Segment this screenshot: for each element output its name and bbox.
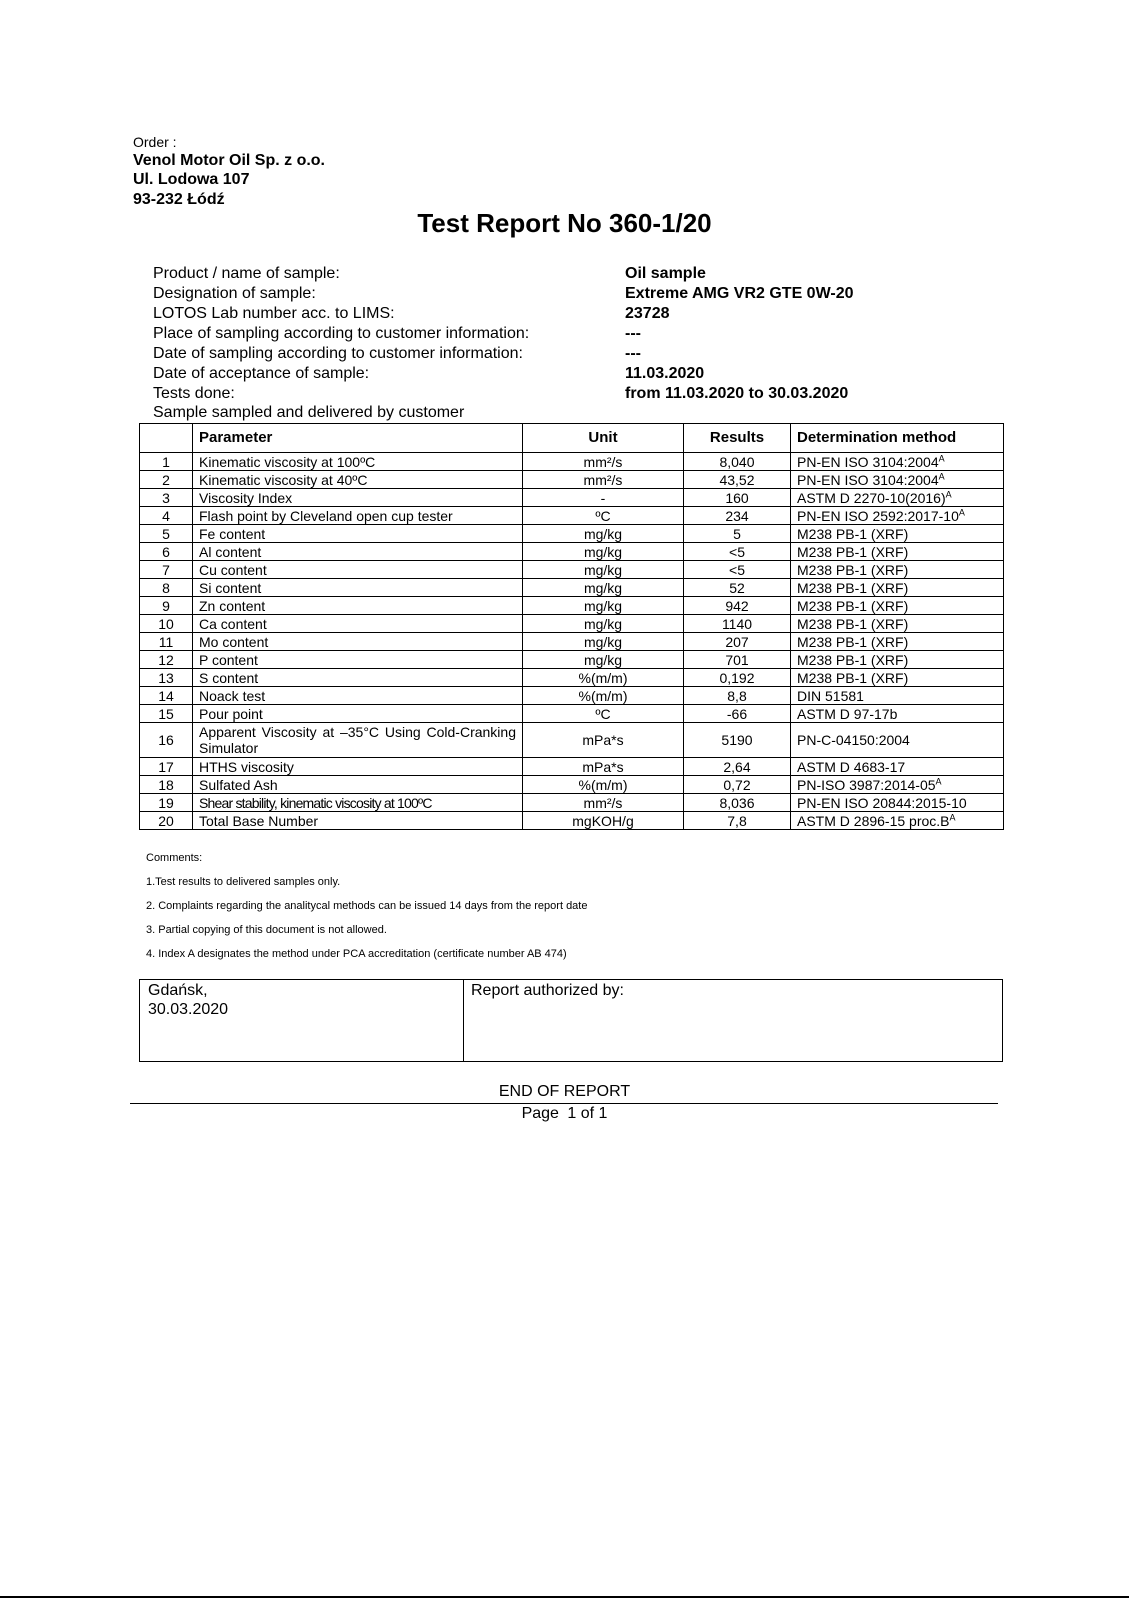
row-result-text: 942 (725, 597, 749, 614)
row-number (140, 525, 193, 543)
info-row-product (153, 265, 1013, 285)
header-unit: Unit (523, 424, 684, 453)
row-number-text: 2 (162, 471, 170, 488)
report-title (0, 208, 1129, 239)
table-row (140, 812, 1004, 830)
row-number (140, 758, 193, 776)
row-number (140, 615, 193, 633)
row-number (140, 507, 193, 525)
row-unit-text: mg/kg (583, 633, 623, 650)
row-parameter-text: P content (199, 651, 258, 668)
row-unit (523, 633, 684, 651)
row-method (791, 687, 1004, 705)
info-value: --- (625, 345, 641, 362)
header-method: Determination method (791, 424, 1004, 453)
row-number (140, 453, 193, 471)
page-number (0, 1105, 1129, 1123)
row-parameter-text: Sulfated Ash (199, 776, 278, 793)
row-parameter (193, 723, 523, 758)
row-method (791, 471, 1004, 489)
accreditation-mark: A (938, 452, 945, 463)
row-number (140, 687, 193, 705)
table-row (140, 579, 1004, 597)
row-parameter-text: Apparent Viscosity at –35°C Using Cold-Cranking Simulator (199, 724, 516, 756)
row-unit (523, 489, 684, 507)
row-method-text: PN-EN ISO 2592:2017-10 (797, 507, 959, 524)
row-result (684, 471, 791, 489)
table-row (140, 525, 1004, 543)
info-value: Extreme AMG VR2 GTE 0W-20 (625, 285, 854, 302)
row-result-text: 8,040 (719, 453, 755, 470)
row-method (791, 489, 1004, 507)
header-parameter: Parameter (193, 424, 523, 453)
info-value: 11.03.2020 (625, 365, 705, 382)
row-number (140, 812, 193, 830)
row-method (791, 525, 1004, 543)
row-number (140, 579, 193, 597)
row-number (140, 651, 193, 669)
row-method-text: PN-EN ISO 3104:2004 (797, 471, 939, 488)
row-number-text: 14 (158, 687, 174, 704)
row-result-text: 160 (725, 489, 749, 506)
header-number (140, 424, 193, 453)
row-result-text: 7,8 (727, 812, 747, 829)
row-unit-text: mm²/s (583, 471, 623, 488)
row-parameter-text: Shear stability, kinematic viscosity at 100ºC (199, 794, 432, 811)
row-unit (523, 794, 684, 812)
row-result (684, 776, 791, 794)
page-label: Page (521, 1105, 559, 1122)
row-parameter (193, 651, 523, 669)
table-row (140, 633, 1004, 651)
row-number (140, 705, 193, 723)
row-method-text: M238 PB-1 (XRF) (797, 579, 909, 596)
row-number-text: 10 (158, 615, 174, 632)
row-parameter-text: Ca content (199, 615, 267, 632)
header-results: Results (684, 424, 791, 453)
row-result (684, 543, 791, 561)
row-result (684, 651, 791, 669)
table-row (140, 758, 1004, 776)
signature-box (139, 979, 1003, 1062)
row-number (140, 633, 193, 651)
row-number-text: 4 (162, 507, 170, 524)
row-method-text: PN-C-04150:2004 (797, 732, 910, 748)
row-method-text: ASTM D 97-17b (797, 705, 898, 722)
row-parameter (193, 758, 523, 776)
row-number (140, 776, 193, 794)
row-method (791, 651, 1004, 669)
row-method-text: M238 PB-1 (XRF) (797, 561, 909, 578)
row-result-text: 207 (725, 633, 749, 650)
row-result (684, 579, 791, 597)
row-method (791, 507, 1004, 525)
signature-date: 30.03.2020 (148, 1001, 229, 1018)
row-number-text: 19 (158, 794, 174, 811)
info-label: Product / name of sample: (153, 265, 340, 282)
row-result-text: 234 (725, 507, 749, 524)
row-parameter-text: S content (199, 669, 259, 686)
row-unit (523, 561, 684, 579)
order-label: Order : (133, 134, 177, 150)
row-parameter (193, 579, 523, 597)
customer-name: Venol Motor Oil Sp. z o.o. (133, 152, 325, 169)
results-body (140, 453, 1004, 830)
table-row (140, 489, 1004, 507)
row-method (791, 453, 1004, 471)
row-unit (523, 507, 684, 525)
row-method-text: PN-EN ISO 20844:2015-10 (797, 794, 967, 811)
row-unit-text: mg/kg (583, 597, 623, 614)
row-unit (523, 723, 684, 758)
row-result (684, 812, 791, 830)
comments-title: Comments: (146, 852, 203, 864)
info-value: from 11.03.2020 to 30.03.2020 (625, 385, 849, 402)
row-number-text: 6 (162, 543, 170, 560)
row-parameter (193, 543, 523, 561)
info-row-date-of-sampling (153, 345, 1013, 365)
accreditation-mark: A (938, 470, 945, 481)
customer-street: Ul. Lodowa 107 (133, 171, 250, 188)
row-unit-text: mm²/s (583, 794, 623, 811)
row-number-text: 3 (162, 489, 170, 506)
row-unit-text: mgKOH/g (572, 812, 634, 829)
row-result-text: 0,192 (719, 669, 755, 686)
row-unit (523, 669, 684, 687)
row-method-text: M238 PB-1 (XRF) (797, 633, 909, 650)
signature-place: Gdańsk, (148, 982, 208, 999)
row-parameter (193, 776, 523, 794)
table-row (140, 453, 1004, 471)
comment-item: 4. Index A designates the method under PCA accreditation (certificate number AB 474) (146, 948, 567, 960)
accreditation-mark: A (958, 506, 965, 517)
row-unit (523, 525, 684, 543)
row-number (140, 794, 193, 812)
row-unit (523, 776, 684, 794)
info-row-place-of-sampling (153, 325, 1013, 345)
accreditation-mark: A (945, 488, 952, 499)
row-number-text: 18 (158, 776, 174, 793)
row-result-text: <5 (729, 561, 745, 578)
row-result-text: 701 (725, 651, 749, 668)
info-row-designation (153, 285, 1013, 305)
row-result-text: 0,72 (723, 776, 751, 793)
row-parameter-text: Pour point (199, 705, 263, 722)
row-parameter (193, 453, 523, 471)
row-unit (523, 471, 684, 489)
table-header-row (140, 424, 1004, 453)
row-parameter-text: HTHS viscosity (199, 758, 294, 775)
row-parameter-text: Total Base Number (199, 812, 319, 829)
table-row (140, 651, 1004, 669)
row-result (684, 453, 791, 471)
row-parameter (193, 633, 523, 651)
accreditation-mark: A (935, 775, 942, 786)
row-parameter (193, 597, 523, 615)
row-number (140, 471, 193, 489)
row-parameter (193, 687, 523, 705)
row-parameter-text: Fe content (199, 525, 266, 542)
table-row (140, 687, 1004, 705)
row-unit (523, 615, 684, 633)
accreditation-mark: A (949, 811, 956, 822)
row-method (791, 669, 1004, 687)
row-result-text: 8,036 (719, 794, 755, 811)
row-parameter (193, 489, 523, 507)
signature-place-date-cell (140, 980, 464, 1061)
customer-city: 93-232 Łódź (133, 191, 225, 208)
delivered-note: Sample sampled and delivered by customer (153, 404, 465, 421)
info-label: Tests done: (153, 385, 235, 402)
row-number (140, 723, 193, 758)
row-number-text: 5 (162, 525, 170, 542)
row-number-text: 20 (158, 812, 174, 829)
row-parameter-text: Kinematic viscosity at 100ºC (199, 453, 376, 470)
row-unit (523, 651, 684, 669)
comment-item: 2. Complaints regarding the analitycal methods can be issued 14 days from the report date (146, 900, 588, 912)
row-result (684, 615, 791, 633)
row-parameter (193, 471, 523, 489)
info-row-date-of-acceptance (153, 365, 1013, 385)
row-method-text: PN-ISO 3987:2014-05 (797, 776, 936, 793)
page-value: 1 of 1 (567, 1105, 608, 1122)
row-method (791, 776, 1004, 794)
info-value: 23728 (625, 305, 670, 322)
info-label: Place of sampling according to customer information: (153, 325, 530, 342)
row-number-text: 15 (158, 705, 174, 722)
page-bottom-edge (0, 1596, 1129, 1598)
row-unit (523, 758, 684, 776)
row-number-text: 11 (158, 633, 174, 650)
row-parameter (193, 561, 523, 579)
row-parameter (193, 794, 523, 812)
row-parameter (193, 669, 523, 687)
row-result-text: 1140 (721, 615, 753, 632)
row-result-text: 52 (729, 579, 745, 596)
row-method-text: ASTM D 2270-10(2016) (797, 489, 946, 506)
table-row (140, 615, 1004, 633)
row-number-text: 13 (158, 669, 174, 686)
row-method-text: ASTM D 4683-17 (797, 758, 906, 775)
row-unit (523, 705, 684, 723)
table-row (140, 794, 1004, 812)
row-method-text: M238 PB-1 (XRF) (797, 669, 909, 686)
row-method-text: ASTM D 2896-15 proc.B (797, 812, 950, 829)
row-result (684, 687, 791, 705)
row-method-text: M238 PB-1 (XRF) (797, 525, 909, 542)
row-result (684, 723, 791, 758)
row-parameter (193, 507, 523, 525)
row-method (791, 758, 1004, 776)
info-label: Date of sampling according to customer information: (153, 345, 523, 362)
results-table (139, 423, 1004, 830)
row-result (684, 507, 791, 525)
row-method-text: DIN 51581 (797, 687, 864, 704)
info-label: LOTOS Lab number acc. to LIMS: (153, 305, 395, 322)
row-parameter-text: Flash point by Cleveland open cup tester (199, 507, 453, 524)
authorized-by-label: Report authorized by: (471, 982, 624, 999)
row-number-text: 16 (158, 732, 174, 748)
info-value: --- (625, 325, 641, 342)
row-number (140, 489, 193, 507)
row-method (791, 561, 1004, 579)
row-number (140, 543, 193, 561)
row-result (684, 525, 791, 543)
table-row (140, 561, 1004, 579)
table-row (140, 507, 1004, 525)
table-row (140, 669, 1004, 687)
table-row (140, 705, 1004, 723)
row-unit-text: %(m/m) (578, 669, 628, 686)
info-row-tests-done (153, 385, 1013, 405)
table-row (140, 543, 1004, 561)
row-method (791, 723, 1004, 758)
row-method-text: PN-EN ISO 3104:2004 (797, 453, 939, 470)
row-parameter-text: Al content (199, 543, 262, 560)
row-number (140, 561, 193, 579)
row-unit-text: ºC (595, 705, 611, 722)
row-result (684, 794, 791, 812)
row-method (791, 579, 1004, 597)
row-parameter (193, 615, 523, 633)
row-method (791, 812, 1004, 830)
row-parameter-text: Viscosity Index (199, 489, 293, 506)
row-result-text: 43,52 (719, 471, 755, 488)
info-value: Oil sample (625, 265, 706, 282)
row-number-text: 9 (162, 597, 170, 614)
row-method (791, 615, 1004, 633)
comment-item: 3. Partial copying of this document is not allowed. (146, 924, 387, 936)
row-unit-text: %(m/m) (578, 687, 628, 704)
row-result-text: -66 (726, 705, 748, 722)
row-unit-text: mPa*s (582, 758, 624, 775)
row-number-text: 8 (162, 579, 170, 596)
row-method (791, 597, 1004, 615)
row-parameter-text: Kinematic viscosity at 40ºC (199, 471, 368, 488)
row-result (684, 561, 791, 579)
table-row (140, 471, 1004, 489)
comment-item: 1.Test results to delivered samples only. (146, 876, 341, 888)
row-method (791, 543, 1004, 561)
row-result-text: 8,8 (727, 687, 747, 704)
info-label: Date of acceptance of sample: (153, 365, 370, 382)
row-method (791, 633, 1004, 651)
row-unit-text: - (600, 489, 606, 506)
row-result-text: 5 (733, 525, 741, 542)
row-unit (523, 543, 684, 561)
row-method-text: M238 PB-1 (XRF) (797, 651, 909, 668)
row-number-text: 1 (162, 453, 170, 470)
row-unit-text: ºC (595, 507, 611, 524)
info-row-lab-number (153, 305, 1013, 325)
row-unit-text: %(m/m) (578, 776, 628, 793)
row-unit-text: mg/kg (583, 561, 623, 578)
row-unit (523, 579, 684, 597)
row-result-text: 2,64 (723, 758, 751, 775)
row-parameter-text: Cu content (199, 561, 267, 578)
row-unit (523, 687, 684, 705)
table-row (140, 723, 1004, 758)
row-number (140, 669, 193, 687)
row-unit (523, 597, 684, 615)
row-unit (523, 812, 684, 830)
row-number (140, 597, 193, 615)
row-unit-text: mg/kg (583, 579, 623, 596)
row-method (791, 794, 1004, 812)
table-row (140, 776, 1004, 794)
end-of-report: END OF REPORT (498, 1083, 631, 1100)
row-parameter-text: Mo content (199, 633, 269, 650)
row-unit-text: mg/kg (583, 651, 623, 668)
row-number-text: 17 (158, 758, 174, 775)
row-method-text: M238 PB-1 (XRF) (797, 615, 909, 632)
row-result (684, 489, 791, 507)
row-result (684, 705, 791, 723)
row-unit-text: mg/kg (583, 615, 623, 632)
row-unit-text: mPa*s (582, 732, 624, 748)
row-unit-text: mg/kg (583, 543, 623, 560)
report-title-text: Test Report No 360-1/20 (417, 208, 712, 238)
row-parameter (193, 705, 523, 723)
row-parameter-text: Zn content (199, 597, 266, 614)
row-number-text: 12 (158, 651, 174, 668)
info-label: Designation of sample: (153, 285, 316, 302)
row-unit (523, 453, 684, 471)
row-method-text: M238 PB-1 (XRF) (797, 543, 909, 560)
row-unit-text: mm²/s (583, 453, 623, 470)
row-result (684, 597, 791, 615)
row-parameter-text: Noack test (199, 687, 266, 704)
row-method-text: M238 PB-1 (XRF) (797, 597, 909, 614)
row-parameter-text: Si content (199, 579, 262, 596)
row-result (684, 669, 791, 687)
row-parameter (193, 812, 523, 830)
footer-divider (130, 1103, 998, 1104)
row-unit-text: mg/kg (583, 525, 623, 542)
row-parameter (193, 525, 523, 543)
table-row (140, 597, 1004, 615)
row-result-text: 5190 (721, 732, 753, 748)
row-result-text: <5 (729, 543, 745, 560)
row-result (684, 633, 791, 651)
row-number-text: 7 (162, 561, 170, 578)
row-method (791, 705, 1004, 723)
row-result (684, 758, 791, 776)
